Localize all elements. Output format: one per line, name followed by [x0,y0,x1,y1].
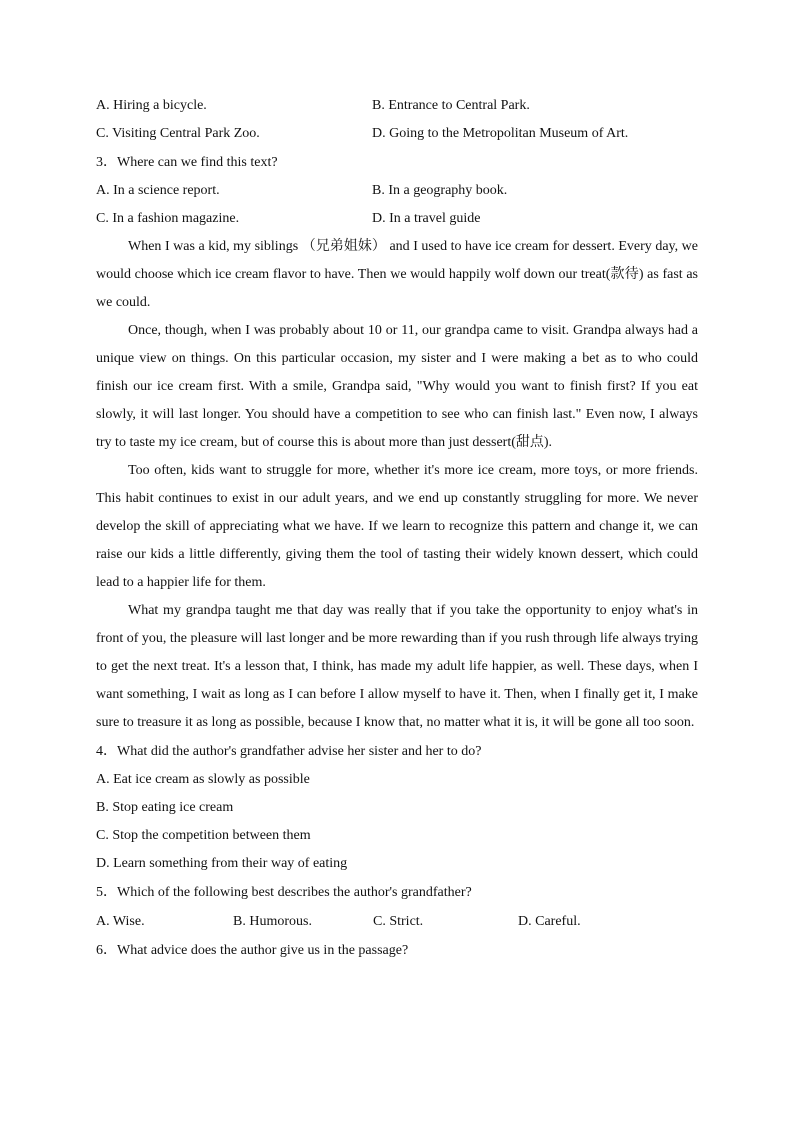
q4-option-a[interactable]: A. Eat ice cream as slowly as possible [96,772,310,787]
q5-option-b[interactable]: B. Humorous. [233,914,312,929]
passage-paragraph-4: What my grandpa taught me that day was really that if you take the opportunity to enjoy what's in front of you, the pleasure will last longer and be more rewarding than if you rush through life always trying to get the next treat. It's a lesson that, I think, has made my adult life happier, as well. These days, when I want something, I wait as long as I can before I allow myself to have it. Then, when I finally get it, I make sure to treasure it as long as possible, because I know that, no matter what it is, it will be gone all too soon. [96,603,698,730]
q2-options-row-2 [96,120,698,148]
passage-paragraph-1: When I was a kid, my siblings （兄弟姐妹） and I used to have ice cream for dessert. Every day, we would choose which ice cream flavor to have. Then we would happily wolf down our treat(款待) as fast as we could. [96,239,698,310]
q2-option-a[interactable]: A. Hiring a bicycle. [96,98,207,113]
q3-options-row-2 [96,205,698,233]
q2-options-row-1 [96,92,698,120]
q5-options-row [96,907,698,936]
q3-option-c[interactable]: C. In a fashion magazine. [96,211,240,226]
q3-stem: 3．Where can we find this text? [96,155,278,170]
q3-option-a[interactable]: A. In a science report. [96,183,220,198]
q5-stem: 5．Which of the following best describes the author's grandfather? [96,885,472,900]
q2-option-b[interactable]: B. Entrance to Central Park. [372,98,530,113]
q2-option-c[interactable]: C. Visiting Central Park Zoo. [96,126,260,141]
exam-page [96,92,698,965]
q3-options-row-1 [96,177,698,205]
q5-option-d[interactable]: D. Careful. [518,914,581,929]
q3-option-d[interactable]: D. In a travel guide [372,211,481,226]
q4-option-c[interactable]: C. Stop the competition between them [96,828,311,843]
q4-option-b[interactable]: B. Stop eating ice cream [96,800,234,815]
passage-paragraph-3: Too often, kids want to struggle for more, whether it's more ice cream, more toys, or more friends. This habit continues to exist in our adult years, and we end up constantly struggling for more. We never develop the skill of appreciating what we have. If we learn to recognize this pattern and change it, we can raise our kids a little differently, giving them the tool of tasting their widely known dessert, which could lead to a happier life for them. [96,463,698,590]
q4-stem: 4．What did the author's grandfather advise her sister and her to do? [96,744,482,759]
q3-option-b[interactable]: B. In a geography book. [372,183,508,198]
passage-paragraph-2: Once, though, when I was probably about 10 or 11, our grandpa came to visit. Grandpa always had a unique view on things. On this particular occasion, my sister and I were making a bet as to who could finish our ice cream first. With a smile, Grandpa said, "Why would you want to finish first? If you eat slowly, it will last longer. You should have a competition to see who can finish last." Even now, I always try to taste my ice cream, but of course this is about more than just dessert(甜点). [96,323,698,450]
q5-option-c[interactable]: C. Strict. [373,914,424,929]
q5-option-a[interactable]: A. Wise. [96,914,145,929]
q2-option-d[interactable]: D. Going to the Metropolitan Museum of Art. [372,126,629,141]
q6-stem: 6．What advice does the author give us in the passage? [96,943,409,958]
q4-option-d[interactable]: D. Learn something from their way of eating [96,856,348,871]
